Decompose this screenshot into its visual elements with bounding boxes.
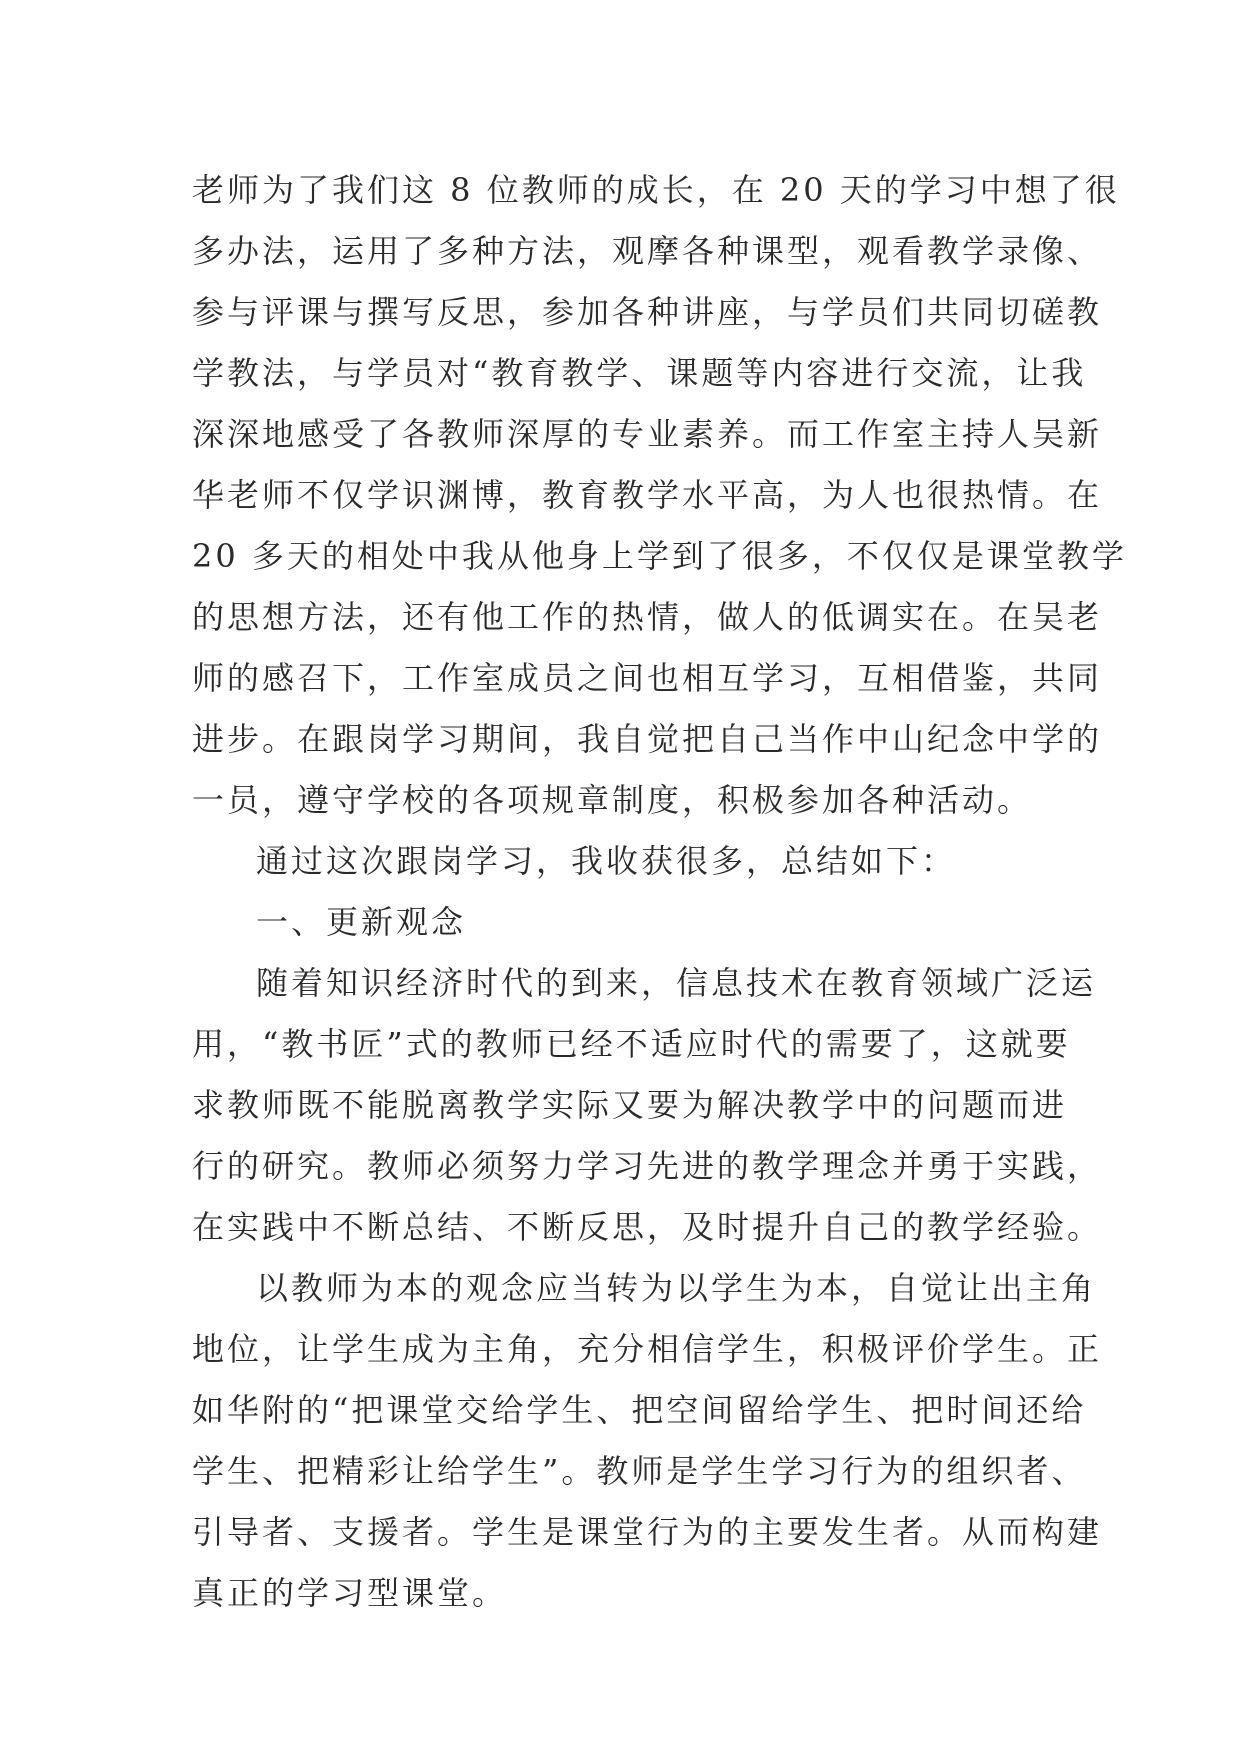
paragraph-start-line: 以教师为本的观念应当转为以学生为本，自觉让出主角 — [256, 1269, 1097, 1307]
text-line: 多办法，运用了多种方法，观摩各种课型，观看教学录像、 — [192, 232, 1103, 270]
text-line: 华老师不仅学识渊博，教育教学水平高，为人也很热情。在 — [192, 476, 1103, 514]
text-line: 如华附的“把课堂交给学生、把空间留给学生、把时间还给 — [192, 1391, 1087, 1429]
text-line: 参与评课与撰写反思，参加各种讲座，与学员们共同切磋教 — [192, 293, 1103, 331]
paragraph-start-line: 通过这次跟岗学习，我收获很多，总结如下： — [256, 842, 957, 880]
paragraph-start-line: 随着知识经济时代的到来，信息技术在教育领域广泛运 — [256, 964, 1097, 1002]
text-line: 用，“教书匠”式的教师已经不适应时代的需要了，这就要 — [192, 1025, 1071, 1063]
text-line: 师的感召下，工作室成员之间也相互学习，互相借鉴，共同 — [192, 659, 1103, 697]
text-line: 学教法，与学员对“教育教学、课题等内容进行交流，让我 — [192, 354, 1087, 392]
text-line: 真正的学习型课堂。 — [192, 1574, 508, 1612]
text-line: 深深地感受了各教师深厚的专业素养。而工作室主持人吴新 — [192, 415, 1103, 453]
text-line: 在实践中不断总结、不断反思，及时提升自己的教学经验。 — [192, 1208, 1103, 1246]
text-line: 引导者、支援者。学生是课堂行为的主要发生者。从而构建 — [192, 1513, 1103, 1551]
text-line: 20 多天的相处中我从他身上学到了很多，不仅仅是课堂教学 — [192, 537, 1127, 575]
body-text — [192, 160, 1127, 1624]
text-line: 一员，遵守学校的各项规章制度，积极参加各种活动。 — [192, 781, 1033, 819]
text-line: 求教师既不能脱离教学实际又要为解决教学中的问题而进 — [192, 1086, 1068, 1124]
text-line: 老师为了我们这 8 位教师的成长，在 20 天的学习中想了很 — [192, 171, 1120, 209]
text-line: 的思想方法，还有他工作的热情，做人的低调实在。在吴老 — [192, 598, 1103, 636]
text-line: 行的研究。教师必须努力学习先进的教学理念并勇于实践， — [192, 1147, 1103, 1185]
section-heading: 一、更新观念 — [256, 903, 467, 941]
text-line: 学生、把精彩让给学生”。教师是学生学习行为的组织者、 — [192, 1452, 1087, 1490]
text-line: 进步。在跟岗学习期间，我自觉把自己当作中山纪念中学的 — [192, 720, 1103, 758]
text-line: 地位，让学生成为主角，充分相信学生，积极评价学生。正 — [192, 1330, 1103, 1368]
